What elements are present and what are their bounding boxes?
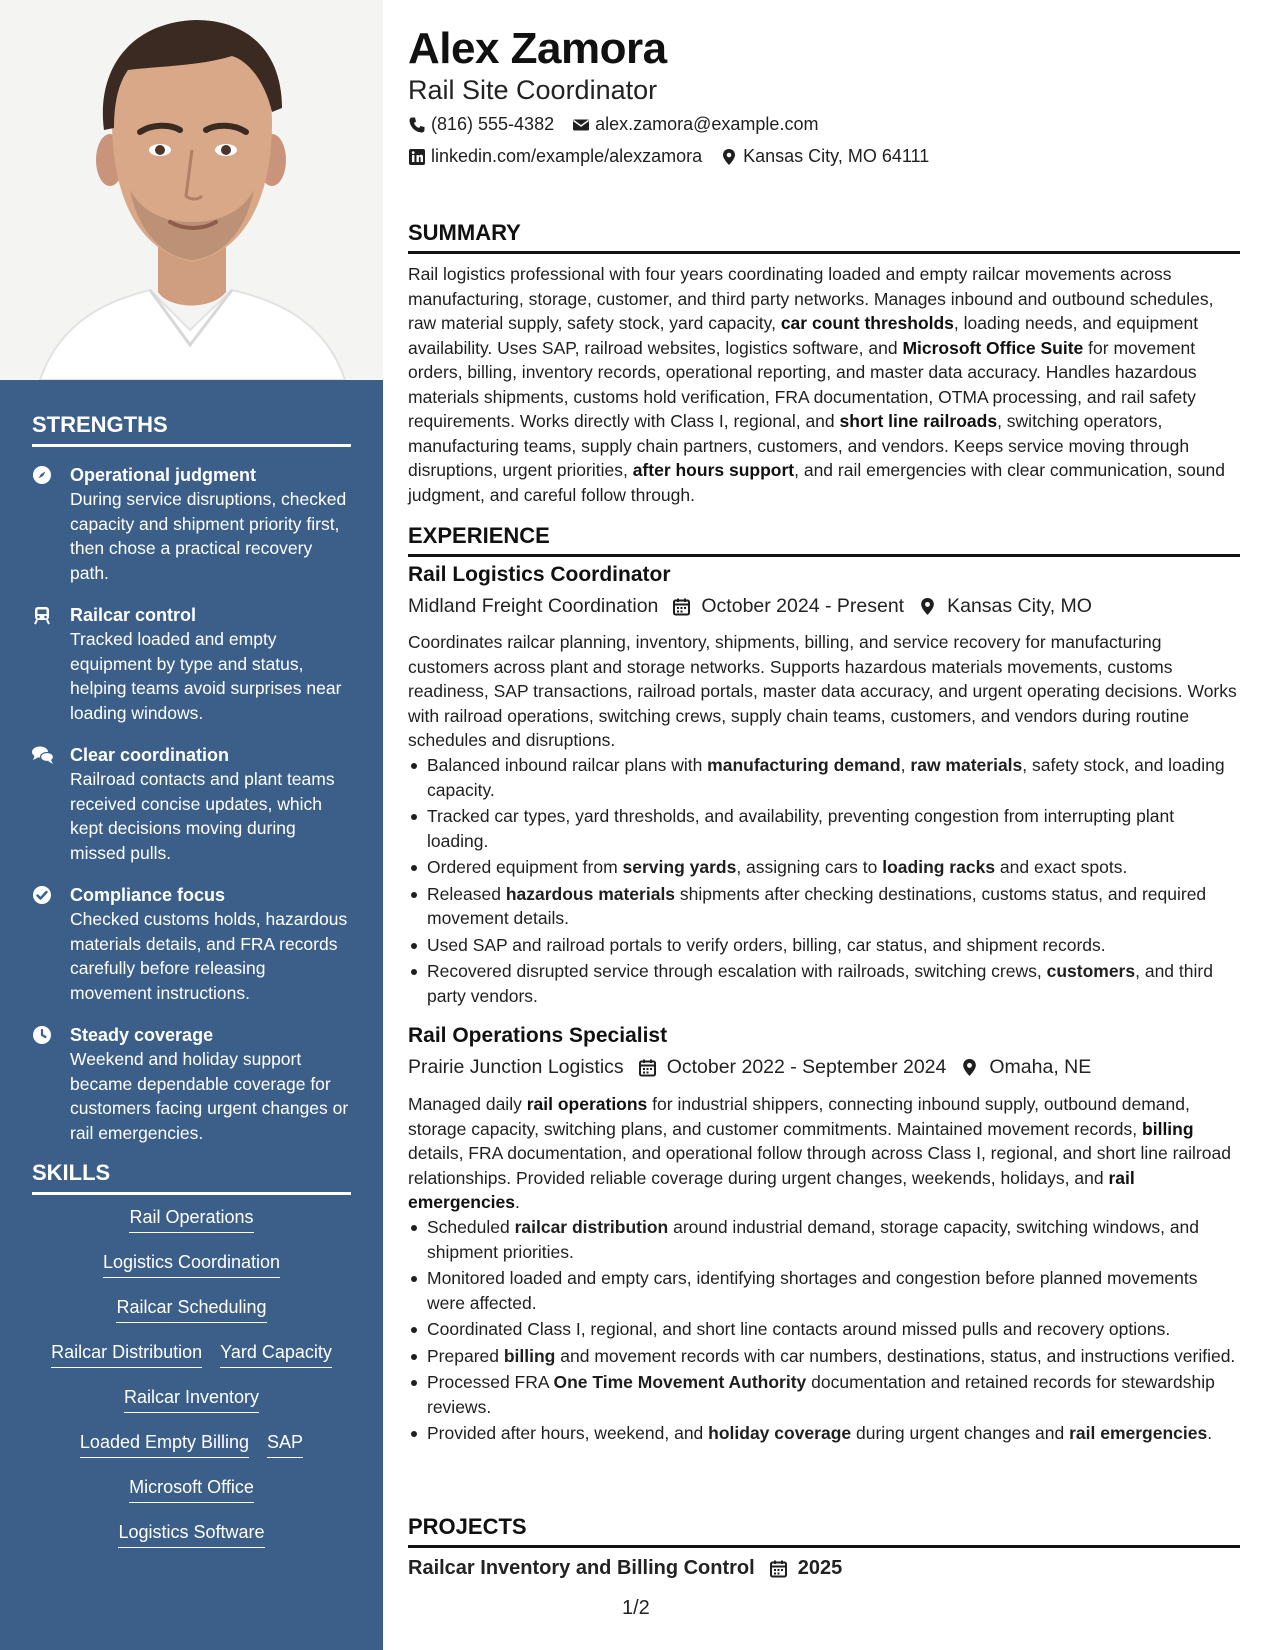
strength-item [32,603,352,725]
sidebar [0,0,383,1650]
summary-heading: SUMMARY [408,220,1240,254]
project-year: 2025 [797,1557,843,1579]
bullet-item: Coordinated Class I, regional, and short line contacts around missed pulls and recovery options. [408,1317,1240,1342]
bullet-item: Tracked car types, yard thresholds, and availability, preventing congestion from interrupting plant loading. [408,804,1240,853]
linkedin-link[interactable]: linkedin.com/example/alexzamora [431,146,703,166]
experience-heading: EXPERIENCE [408,523,1240,557]
strength-title: Railcar control [70,605,197,625]
strength-description: Checked customs holds, hazardous materials details, and FRA records carefully before releasing movement instructions. [70,909,348,1003]
bullet-item: Ordered equipment from serving yards, assigning cars to loading racks and exact spots. [408,855,1240,880]
candidate-name: Alex Zamora [408,24,667,73]
job-location: Kansas City, MO [947,595,1092,617]
job-meta [408,1056,1091,1079]
skill-tag: Yard Capacity [220,1340,332,1368]
compass-icon [32,465,52,485]
bullet-item: Provided after hours, weekend, and holiday coverage during urgent changes and rail emergencies. [408,1421,1240,1446]
map-pin-icon [960,1058,979,1077]
job-description: Coordinates railcar planning, inventory, shipments, billing, and service recovery for manufacturing customers across plant and storage networks. Supports hazardous materials movements, customs readiness, SAP transactions, railroad portals, master data accuracy, and urgent operating decisions. Works with railroad operations, switching crews, supply chain teams, customers, and vendors during routine schedules and disruptions. [408,632,1237,750]
skill-tag: Railcar Scheduling [116,1295,266,1323]
job-title: Rail Operations Specialist [408,1024,668,1047]
profile-photo [0,0,383,380]
contact-row [408,146,929,167]
calendar-icon [638,1058,657,1077]
project-item [408,1557,842,1580]
page-number: 1/2 [622,1597,650,1619]
skill-tag: Logistics Coordination [103,1250,280,1278]
strength-description: Railroad contacts and plant teams received concise updates, which kept decisions moving during missed pulls. [70,769,335,863]
bullet-item: Released hazardous materials shipments after checking destinations, customs status, and required movement details. [408,882,1240,931]
strength-title: Operational judgment [70,465,257,485]
candidate-title: Rail Site Coordinator [408,75,658,105]
train-icon [32,605,52,625]
chat-bubbles-icon [32,745,52,765]
map-pin-icon [720,148,738,166]
job-description: Managed daily rail operations for industrial shippers, connecting inbound supply, outbound demand, storage capacity, switching plans, and customer commitments. Maintained movement records, billing details, FRA documentation, and operational follow through across Class I, regional, and short line railroad relationships. Provided reliable coverage during urgent changes, weekends, holidays, and rail emergencies. [408,1094,1231,1212]
strength-description: During service disruptions, checked capacity and shipment priority first, then chose a practical recovery path. [70,489,347,583]
strength-description: Tracked loaded and empty equipment by type and status, helping teams avoid surprises near loading windows. [70,629,342,723]
bullet-item: Scheduled railcar distribution around industrial demand, storage capacity, switching windows, and shipment priorities. [408,1215,1240,1264]
strength-item [32,463,352,585]
summary-text: Rail logistics professional with four years coordinating loaded and empty railcar movements across manufacturing, storage, customer, and third party networks. Manages inbound and outbound schedules, raw material supply, safety stock, yard capacity, car count thresholds, loading needs, and equipment availability. Uses SAP, railroad websites, logistics software, and Microsoft Office Suite for movement orders, billing, inventory records, operational reporting, and master data accuracy. Handles hazardous materials shipments, customs hold verification, FRA documentation, OTMA processing, and rail safety requirements. Works directly with Class I, regional, and short line railroads, switching operators, manufacturing teams, supply chain partners, customers, and vendors. Keeps service moving through disruptions, urgent priorities, after hours support, and rail emergencies with clear communication, sound judgment, and careful follow through. [408,264,1226,505]
bullet-item: Monitored loaded and empty cars, identifying shortages and congestion before planned movements were affected. [408,1266,1240,1315]
strength-description: Weekend and holiday support became dependable coverage for customers facing urgent changes or rail emergencies. [70,1049,349,1143]
bullet-item: Prepared billing and movement records with car numbers, destinations, status, and instructions verified. [408,1344,1240,1369]
portrait-illustration [0,0,383,380]
job-bullets [408,1215,1240,1448]
company-name: Midland Freight Coordination [408,595,659,617]
job-title: Rail Logistics Coordinator [408,563,671,586]
skill-tag: Rail Operations [129,1205,253,1233]
projects-heading: PROJECTS [408,1514,1240,1548]
strengths-heading: STRENGTHS [32,412,351,447]
bullet-item: Balanced inbound railcar plans with manufacturing demand, raw materials, safety stock, and loading capacity. [408,753,1240,802]
skill-tag: SAP [267,1430,303,1458]
contact-row [408,114,818,135]
linkedin-icon [408,148,426,166]
job-dates: October 2024 - Present [701,595,905,617]
strength-item [32,743,352,865]
strength-title: Steady coverage [70,1025,214,1045]
calendar-icon [769,1559,788,1578]
map-pin-icon [918,597,937,616]
company-name: Prairie Junction Logistics [408,1056,624,1078]
skills-list [32,1205,351,1565]
phone-icon [408,116,426,134]
skill-tag: Logistics Software [118,1520,264,1548]
strength-item [32,883,352,1005]
project-title: Railcar Inventory and Billing Control [408,1557,755,1579]
job-dates: October 2022 - September 2024 [666,1056,947,1078]
email-link[interactable]: alex.zamora@example.com [595,114,819,134]
strength-title: Clear coordination [70,745,230,765]
skills-heading: SKILLS [32,1160,351,1195]
strengths-list [32,463,352,1163]
phone-number[interactable]: (816) 555-4382 [431,114,555,134]
location-text: Kansas City, MO 64111 [743,146,930,166]
clock-icon [32,1025,52,1045]
bullet-item: Recovered disrupted service through escalation with railroads, switching crews, customers, and third party vendors. [408,959,1240,1008]
bullet-item: Used SAP and railroad portals to verify orders, billing, car status, and shipment records. [408,933,1240,958]
strength-title: Compliance focus [70,885,226,905]
job-meta [408,595,1092,618]
check-circle-icon [32,885,52,905]
skill-tag: Microsoft Office [129,1475,254,1503]
strength-item [32,1023,352,1145]
skill-tag: Railcar Distribution [51,1340,202,1368]
calendar-icon [672,597,691,616]
bullet-item: Processed FRA One Time Movement Authority documentation and retained records for stewardship reviews. [408,1370,1240,1419]
envelope-icon [572,116,590,134]
job-bullets [408,753,1240,1010]
skill-tag: Railcar Inventory [124,1385,259,1413]
job-location: Omaha, NE [989,1056,1092,1078]
skill-tag: Loaded Empty Billing [80,1430,249,1458]
